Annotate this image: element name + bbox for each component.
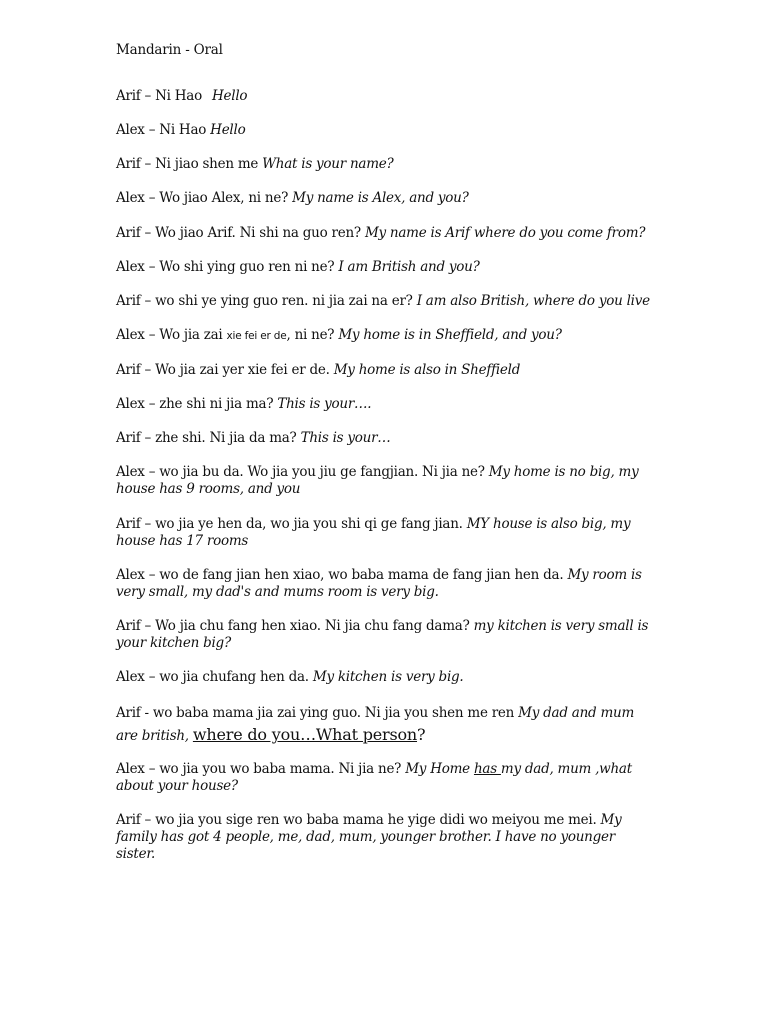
dialogue-line [116, 430, 651, 447]
english-translation: Hello [210, 122, 246, 138]
english-translation: This is your…. [277, 396, 372, 412]
dialogue-line [116, 362, 651, 379]
mandarin-text: Alex – Wo shi ying guo ren ni ne? [116, 259, 339, 275]
dialogue-line [116, 761, 651, 795]
english-translation: Hello [212, 88, 248, 104]
english-translation: My home is also in Sheffield [333, 362, 521, 378]
english-translation: MY house is also big, my house has 17 rooms [116, 516, 631, 549]
english-translation: I am also British, where do you live [416, 293, 650, 309]
mandarin-text: Arif – Wo jia chu fang hen xiao. Ni jia chu fang dama? [116, 618, 474, 634]
english-translation-large [193, 725, 417, 744]
dialogue-line [116, 156, 651, 173]
english-translation: my dad, mum ,what about your house? [116, 761, 632, 794]
english-translation: What is your name? [262, 156, 394, 172]
english-translation: My room is very small, my dad's and mums room is very big. [116, 567, 642, 600]
dialogue-line [116, 567, 651, 601]
mandarin-text: Alex – wo de fang jian hen xiao, wo baba mama de fang jian hen da. [116, 567, 568, 583]
dialogue-line [116, 516, 651, 550]
mandarin-text: Alex – Wo jiao Alex, ni ne? [116, 190, 293, 206]
mandarin-text: Arif – wo jia you sige ren wo baba mama he yige didi wo meiyou me mei. [116, 812, 601, 828]
underlined-word: has [473, 761, 501, 777]
mandarin-text: Arif – Ni Hao [116, 88, 207, 104]
english-translation: My name is Arif where do you come from? [364, 225, 646, 241]
dialogue-line [116, 812, 651, 863]
english-translation: My Home [405, 761, 474, 777]
mandarin-text: Arif – Ni jiao shen me [116, 156, 263, 172]
document-title: Mandarin - Oral [116, 42, 223, 58]
mandarin-text: , ni ne? [286, 327, 339, 343]
english-translation: My dad and mum are british, [116, 705, 634, 744]
dialogue-line [116, 327, 651, 345]
underlined-phrase: where do you…What person [192, 725, 418, 744]
mandarin-text: Arif - wo baba mama jia zai ying guo. Ni jia you shen me ren [116, 705, 519, 721]
mandarin-text: Alex – zhe shi ni jia ma? [116, 396, 278, 412]
mandarin-text: Arif – zhe shi. Ni jia da ma? [116, 430, 301, 446]
mandarin-text: Alex – Wo jia zai [116, 327, 227, 343]
dialogue-line [116, 669, 651, 686]
mandarin-text: Alex – Ni Hao [116, 122, 211, 138]
mandarin-text: Arif – wo shi ye ying guo ren. ni jia zai na er? [116, 293, 417, 309]
english-translation: This is your… [300, 430, 391, 446]
english-translation: my kitchen is very small is your kitchen big? [116, 618, 649, 651]
dialogue-line [116, 396, 651, 413]
dialogue-line [116, 464, 651, 498]
english-translation: My home is in Sheffield, and you? [338, 327, 562, 343]
dialogue-line [116, 618, 651, 652]
dialogue-line [116, 259, 651, 276]
mandarin-text: Arif – Wo jiao Arif. Ni shi na guo ren? [116, 225, 365, 241]
english-translation: My home is no big, my house has 9 rooms, and you [116, 464, 639, 497]
english-translation: My name is Alex, and you? [292, 190, 469, 206]
dialogue-line [116, 293, 651, 310]
english-translation: My kitchen is very big. [312, 669, 464, 685]
mandarin-text: Alex – wo jia bu da. Wo jia you jiu ge fangjian. Ni jia ne? [116, 464, 489, 480]
english-translation: I am British and you? [338, 259, 480, 275]
mandarin-text: Arif – wo jia ye hen da, wo jia you shi qi ge fang jian. [116, 516, 467, 532]
mandarin-text: Alex – wo jia chufang hen da. [116, 669, 313, 685]
dialogue-line [116, 190, 651, 207]
mandarin-text: Arif – Wo jia zai yer xie fei er de. [116, 362, 334, 378]
dialogue-line [116, 88, 651, 105]
question-mark: ? [417, 725, 426, 744]
dialogue-line [116, 703, 651, 747]
dialogue-line [116, 225, 651, 242]
dialogue-line [116, 122, 651, 139]
english-translation: My family has got 4 people, me, dad, mum, younger brother. I have no younger sister. [116, 812, 622, 862]
mandarin-place-name: xie fei er de [226, 330, 287, 342]
mandarin-text: Alex – wo jia you wo baba mama. Ni jia ne? [116, 761, 406, 777]
